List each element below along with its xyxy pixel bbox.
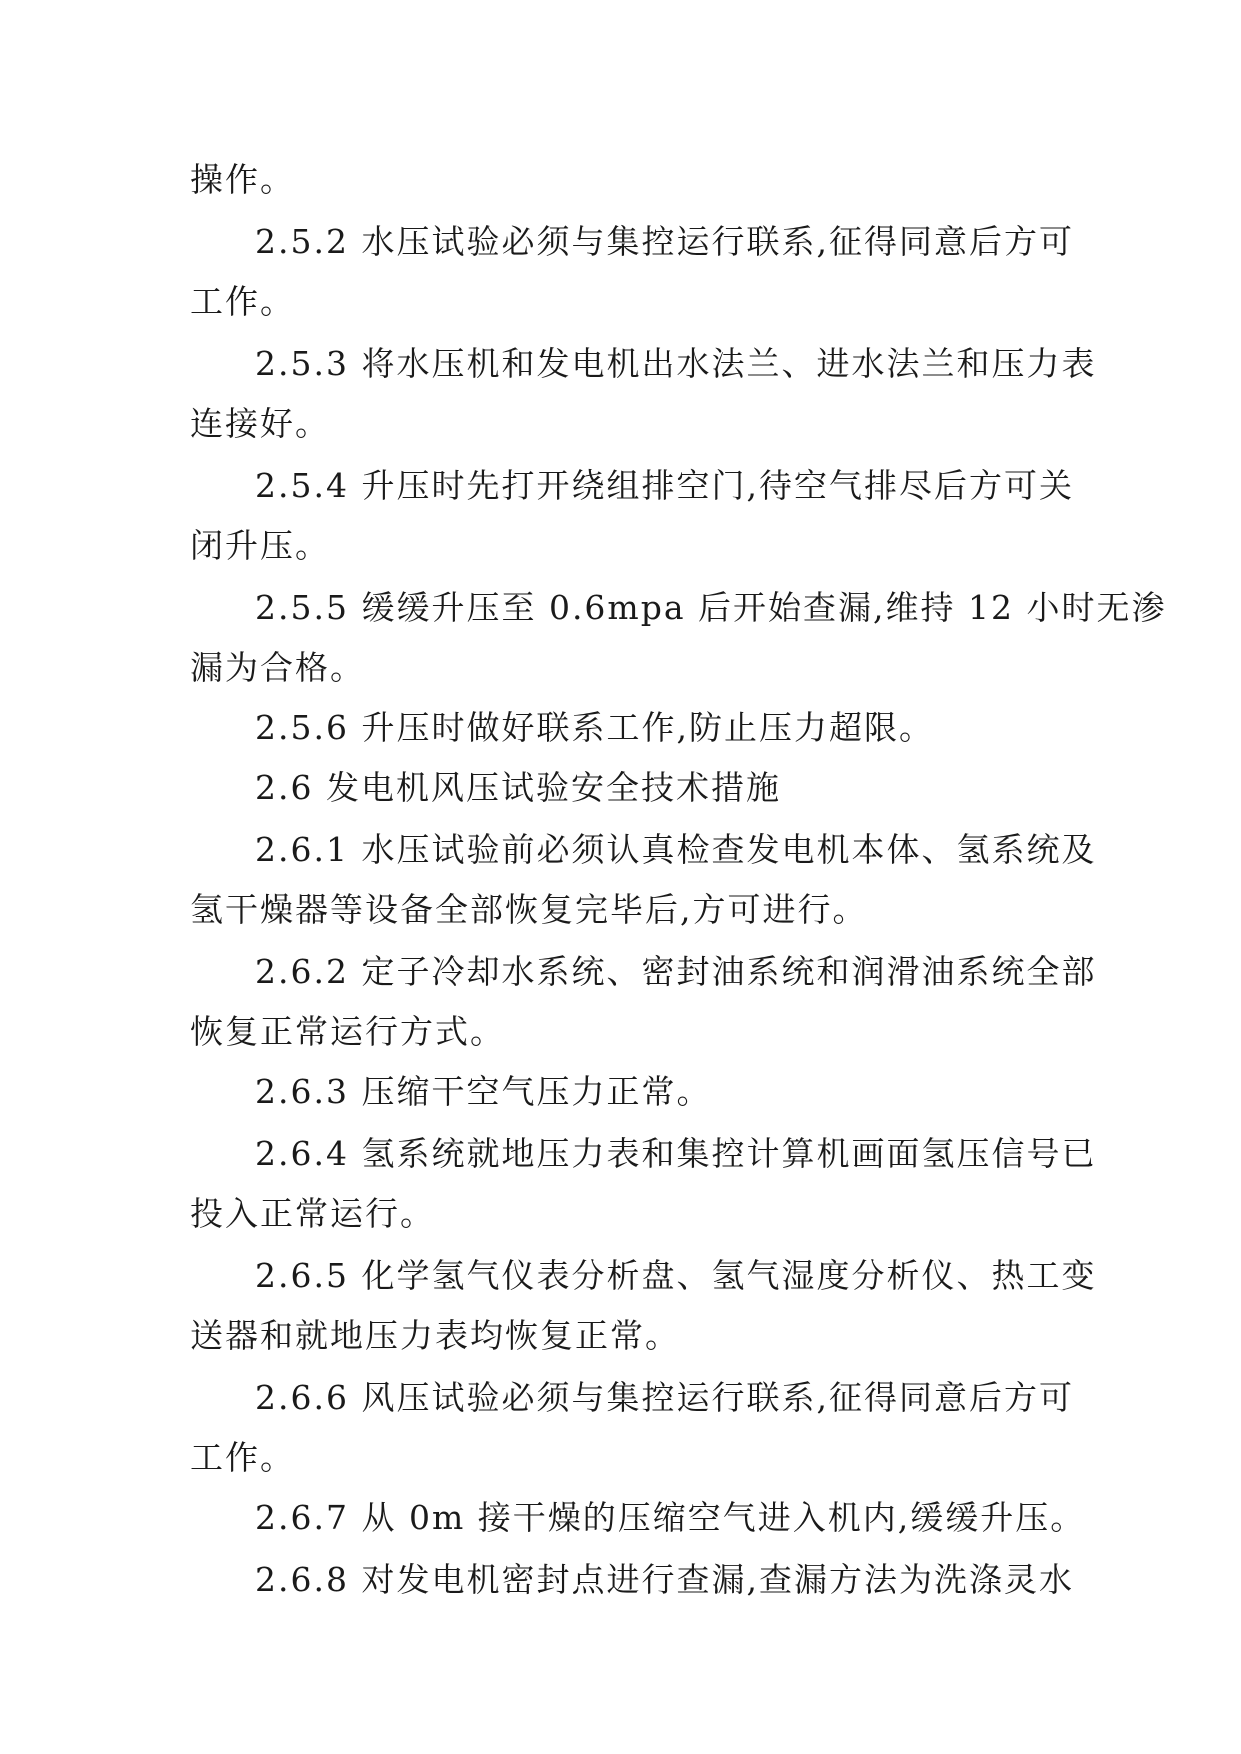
text-line: 送器和就地压力表均恢复正常。 bbox=[190, 1316, 680, 1355]
text-line: 2.6.8 对发电机密封点进行查漏,查漏方法为洗涤灵水 bbox=[255, 1560, 1074, 1599]
section-heading: 2.6 发电机风压试验安全技术措施 bbox=[255, 768, 781, 807]
text-line: 连接好。 bbox=[190, 404, 330, 443]
text-line: 工作。 bbox=[190, 1438, 295, 1477]
text-line: 2.6.4 氢系统就地压力表和集控计算机画面氢压信号已 bbox=[255, 1134, 1097, 1173]
text-line: 2.6.7 从 0m 接干燥的压缩空气进入机内,缓缓升压。 bbox=[255, 1498, 1086, 1537]
text-line: 工作。 bbox=[190, 282, 295, 321]
text-line: 投入正常运行。 bbox=[190, 1194, 435, 1233]
text-line: 2.6.3 压缩干空气压力正常。 bbox=[255, 1072, 712, 1111]
text-line: 2.6.1 水压试验前必须认真检查发电机本体、氢系统及 bbox=[255, 830, 1097, 869]
text-line: 漏为合格。 bbox=[190, 648, 365, 687]
text-line: 操作。 bbox=[190, 160, 295, 199]
text-line: 闭升压。 bbox=[190, 526, 330, 565]
text-line: 恢复正常运行方式。 bbox=[190, 1012, 505, 1051]
text-line: 氢干燥器等设备全部恢复完毕后,方可进行。 bbox=[190, 890, 868, 929]
text-line: 2.6.2 定子冷却水系统、密封油系统和润滑油系统全部 bbox=[255, 952, 1097, 991]
text-line: 2.5.4 升压时先打开绕组排空门,待空气排尽后方可关 bbox=[255, 466, 1074, 505]
text-line: 2.5.2 水压试验必须与集控运行联系,征得同意后方可 bbox=[255, 222, 1074, 261]
text-line: 2.6.5 化学氢气仪表分析盘、氢气湿度分析仪、热工变 bbox=[255, 1256, 1097, 1295]
text-line: 2.5.3 将水压机和发电机出水法兰、进水法兰和压力表 bbox=[255, 344, 1097, 383]
text-line: 2.5.6 升压时做好联系工作,防止压力超限。 bbox=[255, 708, 934, 747]
text-line: 2.5.5 缓缓升压至 0.6mpa 后开始查漏,维持 12 小时无渗 bbox=[255, 588, 1167, 627]
text-line: 2.6.6 风压试验必须与集控运行联系,征得同意后方可 bbox=[255, 1378, 1074, 1417]
